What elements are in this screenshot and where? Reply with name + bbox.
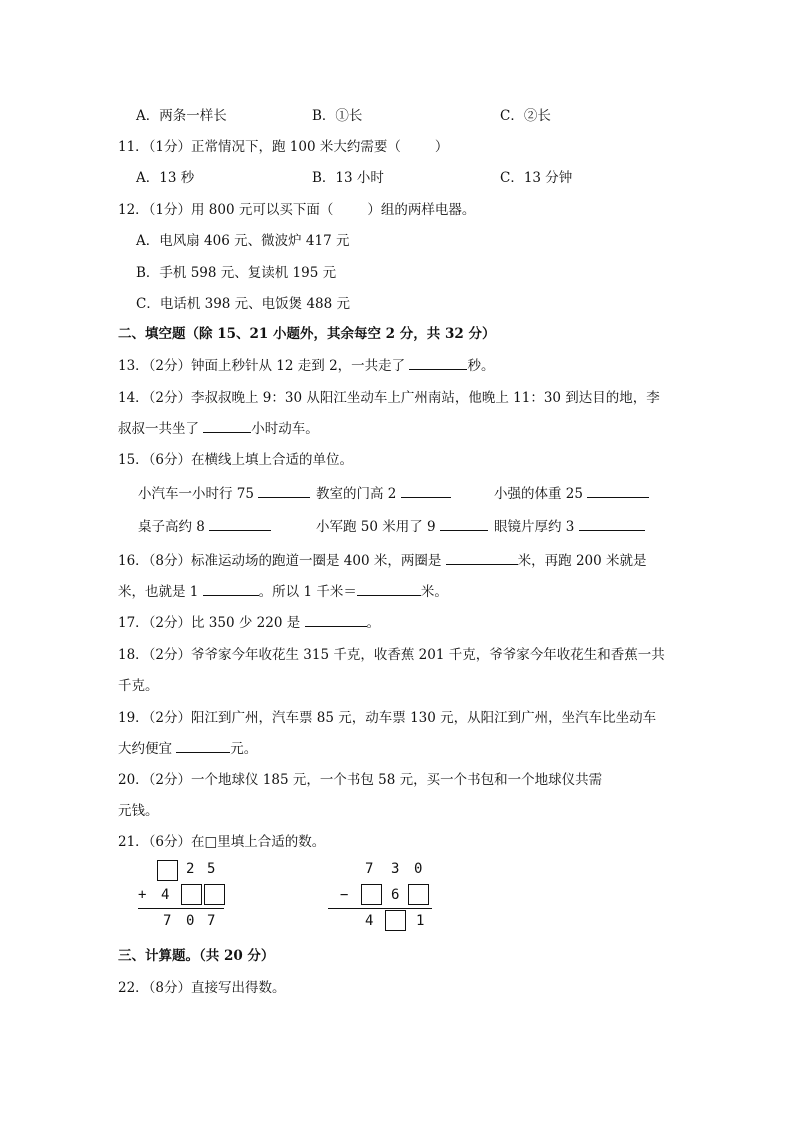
answer-blank[interactable] — [440, 518, 488, 531]
q15-item-4: 桌子高约 8 — [138, 515, 271, 535]
q10-option-b: B．①长 — [312, 108, 363, 124]
answer-blank[interactable] — [409, 357, 467, 370]
answer-blank[interactable] — [176, 740, 230, 753]
q13: 13．（2分）钟面上秒针从 12 走到 2，一共走了 秒。 — [118, 358, 495, 374]
minus-sign: − — [340, 887, 349, 903]
q10-option-c: C．②长 — [500, 108, 551, 124]
q11-stem: 11．（1分）正常情况下，跑 100 米大约需要（ ） — [118, 139, 449, 155]
answer-blank[interactable] — [401, 485, 451, 498]
plus-sign: + — [138, 887, 147, 903]
q11-option-c: C．13 分钟 — [500, 170, 573, 186]
minuend-digit: 7 — [365, 861, 374, 877]
sum-line — [138, 908, 224, 909]
sum-digit: 7 — [207, 913, 216, 929]
q20-line-2: 元钱。 — [118, 803, 159, 819]
q11-option-a: A．13 秒 — [136, 170, 195, 186]
q18-line-1: 18．（2分）爷爷家今年收花生 315 千克，收香蕉 201 千克，爷爷家今年收花生和香蕉一共 — [118, 647, 665, 663]
q15-item-3: 小强的体重 25 — [494, 482, 649, 502]
q15-item-2: 教室的门高 2 — [316, 482, 451, 502]
answer-blank[interactable] — [357, 583, 421, 596]
sum-digit: 7 — [163, 913, 172, 929]
q12-stem: 12．（1分）用 800 元可以买下面（ ）组的两样电器。 — [118, 202, 476, 218]
addend-1-digit: 5 — [207, 861, 216, 877]
q20-line-1: 20．（2分）一个地球仪 185 元，一个书包 58 元，买一个书包和一个地球仪共需 — [118, 772, 603, 788]
digit-box[interactable] — [385, 910, 406, 931]
digit-box[interactable] — [361, 884, 382, 905]
q15-item-1: 小汽车一小时行 75 — [138, 482, 310, 502]
q12-option-a: A．电风扇 406 元、微波炉 417 元 — [136, 233, 350, 249]
addend-2-digit: 4 — [161, 887, 170, 903]
q19-line-2: 大约便宜 元。 — [118, 741, 258, 757]
answer-blank[interactable] — [587, 485, 649, 498]
q10-option-a: A．两条一样长 — [136, 108, 227, 124]
answer-blank[interactable] — [305, 614, 367, 627]
section-2-heading: 二、填空题（除 15、21 小题外，其余每空 2 分，共 32 分） — [118, 326, 496, 342]
difference-digit: 4 — [365, 913, 374, 929]
q12-option-b: B．手机 598 元、复读机 195 元 — [136, 265, 337, 281]
answer-blank[interactable] — [209, 518, 271, 531]
q15-item-5: 小军跑 50 米用了 9 — [316, 515, 488, 535]
q15-item-6: 眼镜片厚约 3 — [494, 515, 645, 535]
answer-blank[interactable] — [446, 552, 518, 565]
answer-blank[interactable] — [258, 485, 310, 498]
q22-stem: 22．（8分）直接写出得数。 — [118, 980, 286, 996]
sum-digit: 0 — [186, 913, 195, 929]
digit-box[interactable] — [157, 860, 178, 881]
addend-1-digit: 2 — [186, 861, 195, 877]
difference-line — [328, 908, 432, 909]
digit-box[interactable] — [408, 884, 429, 905]
section-3-heading: 三、计算题。（共 20 分） — [118, 948, 275, 964]
difference-digit: 1 — [416, 913, 425, 929]
answer-blank[interactable] — [203, 420, 251, 433]
vertical-subtraction — [328, 855, 438, 935]
digit-box[interactable] — [204, 884, 225, 905]
subtrahend-digit: 6 — [391, 887, 400, 903]
vertical-addition — [138, 855, 238, 935]
q15-stem: 15．（6分）在横线上填上合适的单位。 — [118, 452, 354, 468]
q18-line-2: 千克。 — [118, 678, 159, 694]
q14-line-1: 14．（2分）李叔叔晚上 9：30 从阳江坐动车上广州南站，他晚上 11：30 到达目的地，李 — [118, 390, 660, 406]
q17: 17．（2分）比 350 少 220 是 。 — [118, 615, 381, 631]
minuend-digit: 0 — [414, 861, 423, 877]
q21-stem: 21．（6分）在□里填上合适的数。 — [118, 834, 326, 850]
answer-blank[interactable] — [203, 583, 259, 596]
q19-line-1: 19．（2分）阳江到广州，汽车票 85 元，动车票 130 元，从阳江到广州，坐汽车比坐动车 — [118, 710, 657, 726]
answer-blank[interactable] — [579, 518, 645, 531]
q12-option-c: C．电话机 398 元、电饭煲 488 元 — [136, 296, 351, 312]
digit-box[interactable] — [181, 884, 202, 905]
q16-line-1: 16．（8分）标准运动场的跑道一圈是 400 米，两圈是 米，再跑 200 米就是 — [118, 553, 647, 569]
q14-line-2: 叔叔一共坐了 小时动车。 — [118, 421, 319, 437]
q16-line-2: 米，也就是 1 。所以 1 千米＝ 米。 — [118, 584, 448, 600]
minuend-digit: 3 — [391, 861, 400, 877]
q11-option-b: B．13 小时 — [312, 170, 384, 186]
